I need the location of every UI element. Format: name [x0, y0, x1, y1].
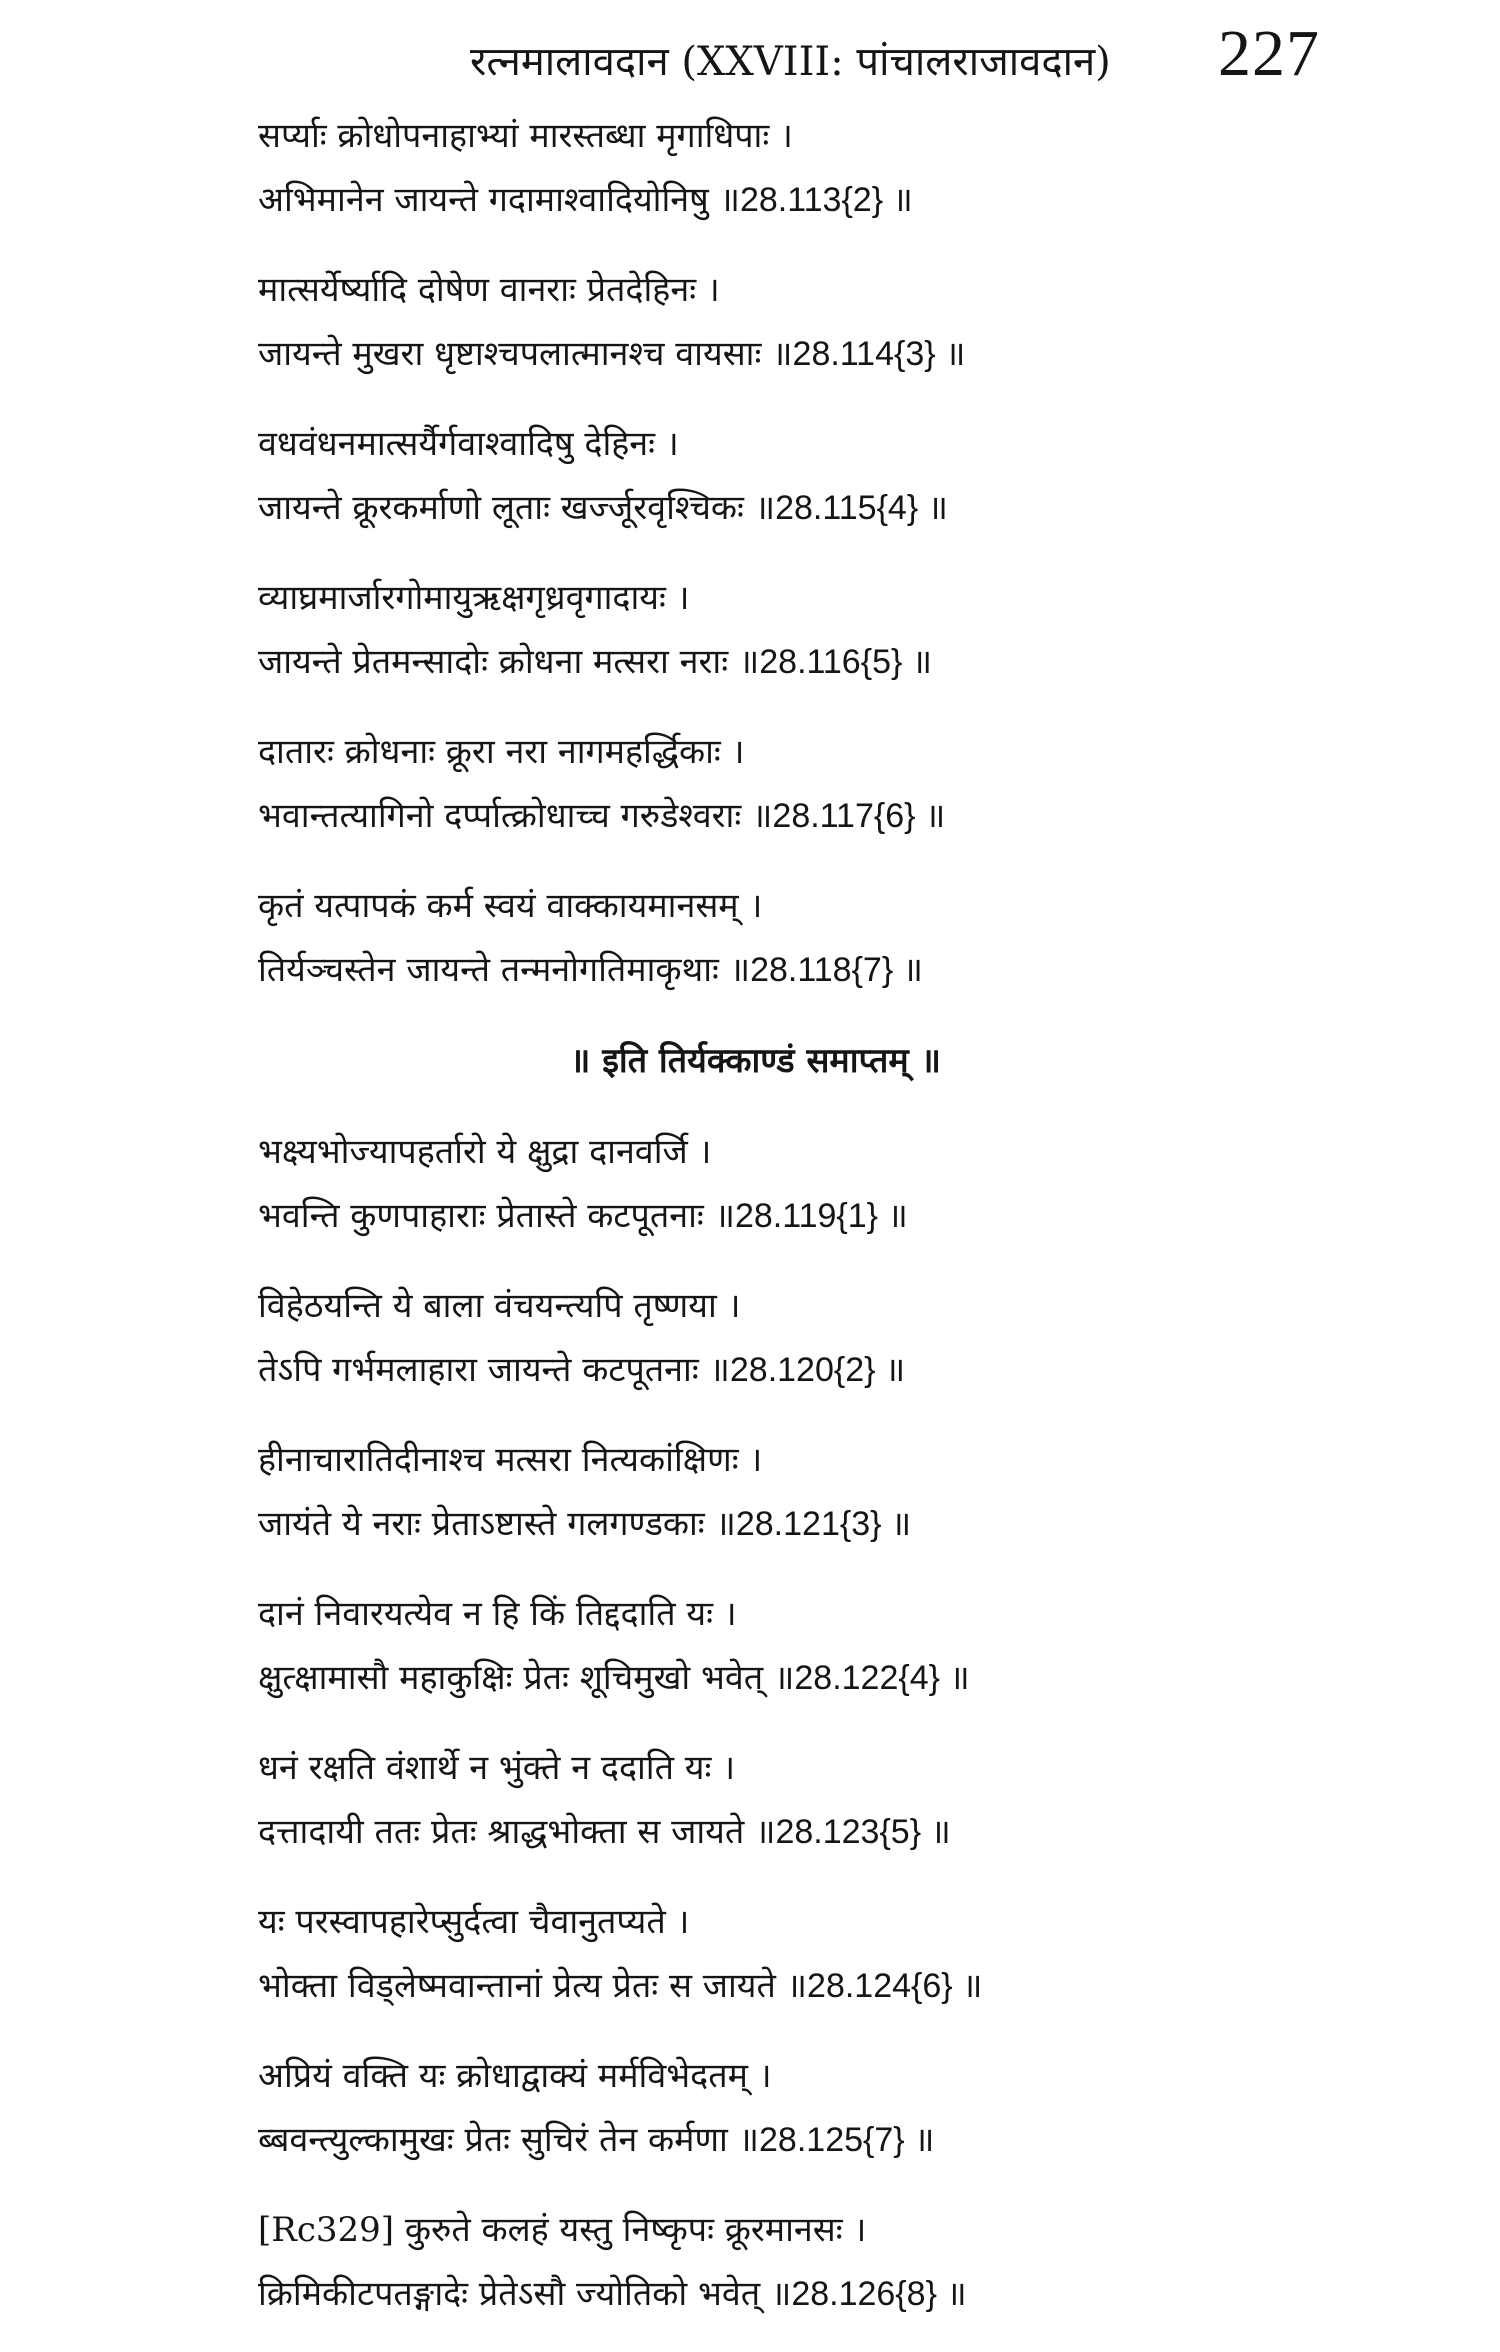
running-head: रत्नमालावदान (XXVIII: पांचालराजावदान) — [470, 39, 1111, 85]
section-separator-wrap — [258, 1028, 1438, 1100]
verse-line-2-text: भोक्ता विड्लेष्मवान्तानां प्रेत्य प्रेतः स जायते ॥ — [258, 1966, 808, 2006]
verse-body — [258, 104, 1438, 2352]
verse — [258, 1890, 1438, 2018]
verse-number: 28.124{6} ॥ — [807, 1967, 983, 2005]
verse-line-2 — [258, 1492, 1438, 1556]
verse — [258, 1582, 1438, 1710]
verse-line-2-text: दत्तादायी ततः प्रेतः श्राद्धभोक्ता स जायते ॥ — [258, 1812, 776, 1852]
verse-line-1: अप्रियं वक्ति यः क्रोधाद्वाक्यं मर्मविभेदतम् । — [258, 2056, 772, 2096]
verse-number: 28.123{5} ॥ — [775, 1813, 951, 1851]
verse-line-2 — [258, 1184, 1438, 1248]
verse-number: 28.118{7} ॥ — [750, 951, 924, 989]
verse-line-2 — [258, 1646, 1438, 1710]
verse-line-2-text: भवन्ति कुणपाहाराः प्रेतास्ते कटपूतनाः ॥ — [258, 1196, 735, 1236]
verse — [258, 1428, 1438, 1556]
verse-line-2-text: अभिमानेन जायन्ते गदामाश्वादियोनिषु ॥ — [258, 180, 740, 220]
verse-line-1: व्याघ्रमार्जारगोमायुऋक्षगृध्रवृगादायः । — [258, 578, 690, 618]
verse-group-tiryak — [258, 104, 1438, 1002]
verse-line-1: सर्प्याः क्रोधोपनाहाभ्यां मारस्तब्धा मृगाधिपाः । — [258, 116, 793, 156]
verse-line-1: विहेठयन्ति ये बाला वंचयन्त्यपि तृष्णया । — [258, 1286, 741, 1326]
verse — [258, 2044, 1438, 2172]
verse-line-2-text: ब्बवन्त्युल्कामुखः प्रेतः सुचिरं तेन कर्मणा ॥ — [258, 2120, 760, 2160]
verse-line-2-text: भवान्तत्यागिनो दर्प्पात्क्रोधाच्च गरुडेश्वराः ॥ — [258, 796, 773, 836]
verse-line-2-text: जायंते ये नराः प्रेताऽष्टास्ते गलगण्डकाः ॥ — [258, 1504, 736, 1544]
verse-line-2-text: क्षुत्क्षामासौ महाकुक्षिः प्रेतः शूचिमुखो भवेत् ॥ — [258, 1658, 795, 1698]
verse-number: 28.126{8} ॥ — [791, 2275, 967, 2313]
verse-number: 28.122{4} ॥ — [794, 1659, 970, 1697]
verse-group-preta — [258, 1120, 1438, 2326]
verse — [258, 258, 1438, 386]
verse-line-2-text: तिर्यञ्चस्तेन जायन्ते तन्मनोगतिमाकृथाः ॥ — [258, 950, 751, 990]
verse-number: 28.121{3} ॥ — [735, 1505, 912, 1543]
verse-line-2-text: क्रिमिकीटपतङ्गादेः प्रेतेऽसौ ज्योतिको भवेत् ॥ — [258, 2274, 792, 2314]
verse-line-1: भक्ष्यभोज्यापहर्तारो ये क्षुद्रा दानवर्जि । — [258, 1132, 712, 1172]
verse-line-2 — [258, 1800, 1438, 1864]
verse-line-2 — [258, 1338, 1438, 1402]
verse-line-1: धनं रक्षति वंशार्थे न भुंक्ते न ददाति यः । — [258, 1748, 736, 1788]
verse-number: 28.120{2} ॥ — [729, 1351, 906, 1389]
verse-line-2 — [258, 1954, 1438, 2018]
verse-line-1: वधवंधनमात्सर्यैर्गवाश्वादिषु देहिनः । — [258, 424, 679, 464]
verse-number: 28.115{4} ॥ — [775, 489, 948, 527]
verse-number: 28.114{3} ॥ — [792, 335, 966, 373]
verse — [258, 1120, 1438, 1248]
section-end-heading: ॥ इति तिर्यक्काण्डं समाप्तम् ॥ — [570, 1041, 941, 1081]
page-header — [0, 17, 1500, 92]
verse-line-2 — [258, 322, 1438, 386]
verse-line-1: हीनाचारातिदीनाश्च मत्सरा नित्यकांक्षिणः । — [258, 1440, 763, 1480]
verse-line-2 — [258, 476, 1438, 540]
verse-line-2 — [258, 784, 1438, 848]
verse — [258, 1274, 1438, 1402]
verse-number: 28.119{1} ॥ — [734, 1197, 908, 1235]
verse-number: 28.125{7} ॥ — [759, 2121, 935, 2159]
verse — [258, 720, 1438, 848]
verse-line-1: दातारः क्रोधनाः क्रूरा नरा नागमहर्द्धिकाः । — [258, 732, 745, 772]
verse-line-2-text: जायन्ते प्रेतमन्सादोः क्रोधना मत्सरा नराः ॥ — [258, 642, 760, 682]
verse-line-2 — [258, 2108, 1438, 2172]
verse-line-2-text: जायन्ते मुखरा धृष्टाश्चपलात्मानश्च वायसाः ॥ — [258, 334, 793, 374]
verse-line-2-text: तेऽपि गर्भमलाहारा जायन्ते कटपूतनाः ॥ — [258, 1350, 730, 1390]
verse-line-1: दानं निवारयत्येव न हि किं तिद्ददाति यः । — [258, 1594, 737, 1634]
verse — [258, 104, 1438, 232]
verse-line-1: मात्सर्येर्ष्यादि दोषेण वानराः प्रेतदेहिनः । — [258, 270, 720, 310]
verse-line-2-text: जायन्ते क्रूरकर्माणो लूताः खर्ज्जूरवृश्चिकः ॥ — [258, 488, 776, 528]
verse-number: 28.117{6} ॥ — [772, 797, 946, 835]
page-number: 227 — [1218, 17, 1320, 90]
verse-line-2 — [258, 2262, 1438, 2326]
verse — [258, 2198, 1438, 2326]
verse-line-1: कृतं यत्पापकं कर्म स्वयं वाक्कायमानसम् । — [258, 886, 763, 926]
verse-number: 28.116{5} ॥ — [759, 643, 933, 681]
verse-line-2 — [258, 630, 1438, 694]
verse-line-2 — [258, 168, 1438, 232]
verse-line-1: यः परस्वापहारेप्सुर्दत्वा चैवानुतप्यते । — [258, 1902, 690, 1942]
verse — [258, 1736, 1438, 1864]
verse-line-1: [Rc329] कुरुते कलहं यस्तु निष्कृपः क्रूरमानसः । — [258, 2210, 867, 2250]
verse — [258, 874, 1438, 1002]
verse — [258, 566, 1438, 694]
verse-line-2 — [258, 938, 1438, 1002]
verse — [258, 412, 1438, 540]
verse-number: 28.113{2} ॥ — [739, 181, 913, 219]
